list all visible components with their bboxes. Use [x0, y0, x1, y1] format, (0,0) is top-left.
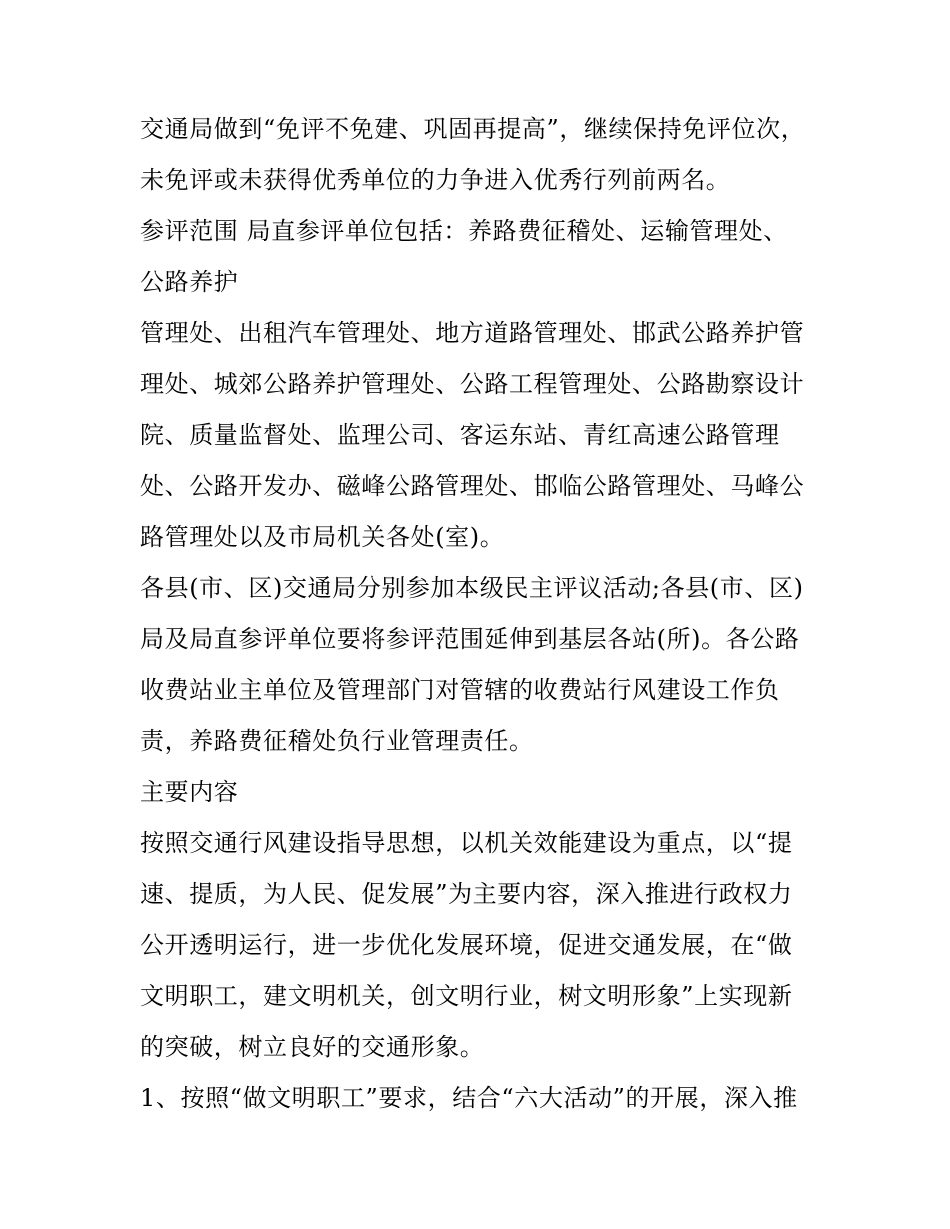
text-line: 院、质量监督处、监理公司、客运东站、青红高速公路管理 — [140, 421, 780, 449]
section-heading: 主要内容 — [140, 778, 239, 806]
text-line: 局及局直参评单位要将参评范围延伸到基层各站(所)。各公路 — [140, 625, 800, 653]
text-line: 理处、城郊公路养护管理处、公路工程管理处、公路勘察设计 — [140, 370, 805, 398]
text-line: 公路养护 — [140, 268, 239, 296]
text-line: 处、公路开发办、磁峰公路管理处、邯临公路管理处、马峰公 — [140, 472, 805, 500]
text-line: 参评范围 局直参评单位包括：养路费征稽处、运输管理处、 — [140, 217, 788, 245]
text-line: 路管理处以及市局机关各处(室)。 — [140, 523, 505, 551]
list-item-text: 1、按照“做文明职工”要求，结合“六大活动”的开展，深入推 — [140, 1084, 798, 1112]
text-line: 速、提质，为人民、促发展”为主要内容，深入推进行政权力 — [140, 880, 793, 908]
text-line: 公开透明运行，进一步优化发展环境，促进交通发展，在“做 — [140, 931, 793, 959]
text-line: 收费站业主单位及管理部门对管辖的收费站行风建设工作负 — [140, 676, 780, 704]
text-line: 文明职工，建文明机关，创文明行业，树文明形象”上实现新 — [140, 982, 793, 1010]
text-line: 未免评或未获得优秀单位的力争进入优秀行列前两名。 — [140, 166, 731, 194]
document-body — [140, 104, 830, 1124]
text-line: 的突破，树立良好的交通形象。 — [140, 1033, 485, 1061]
text-line: 管理处、出租汽车管理处、地方道路管理处、邯武公路养护管 — [140, 319, 805, 347]
text-line: 交通局做到“免评不免建、巩固再提高”，继续保持免评位次， — [140, 115, 806, 143]
text-line: 按照交通行风建设指导思想，以机关效能建设为重点，以“提 — [140, 829, 793, 857]
text-line: 责，养路费征稽处负行业管理责任。 — [140, 727, 534, 755]
text-line: 各县(市、区)交通局分别参加本级民主评议活动;各县(市、区) — [140, 574, 804, 602]
